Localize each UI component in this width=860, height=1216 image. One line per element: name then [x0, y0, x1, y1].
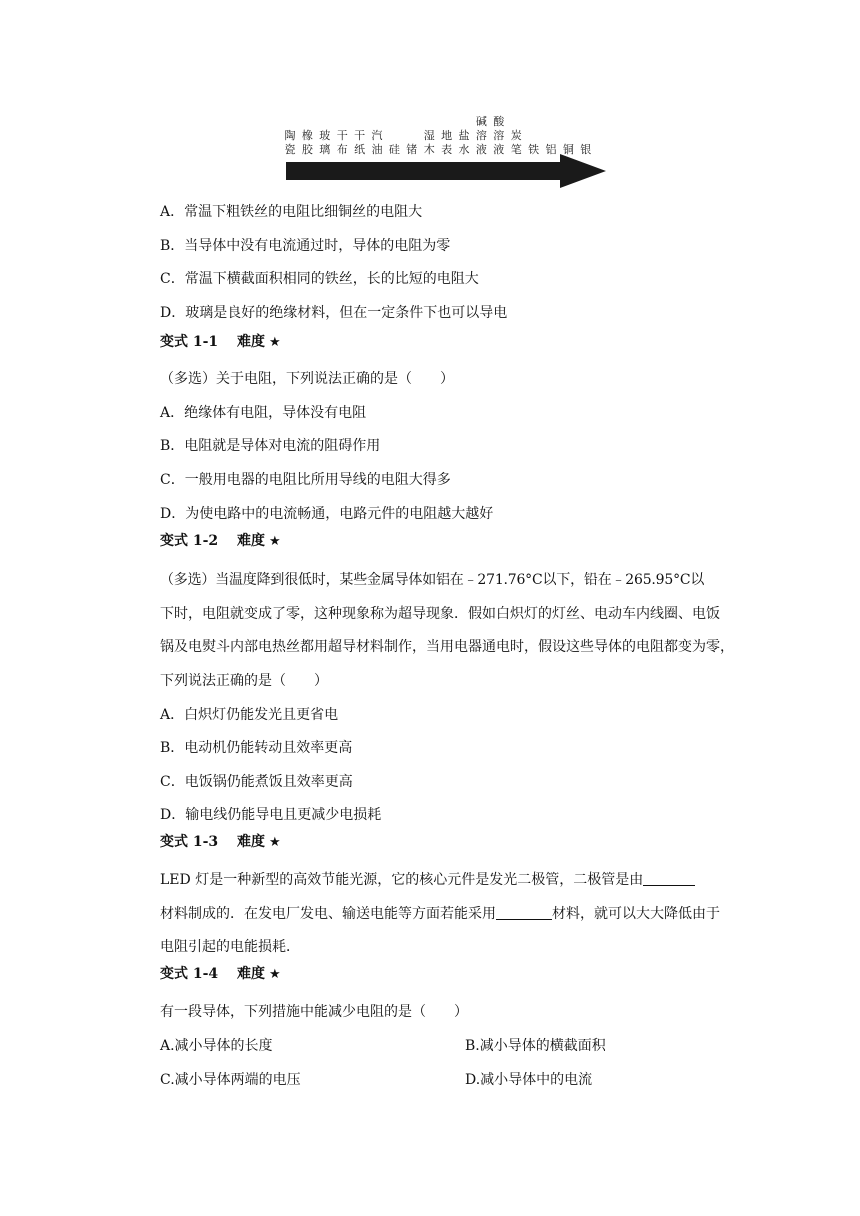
star-icon: ★	[269, 534, 281, 549]
v1-option-c: C．一般用电器的电阻比所用导线的电阻大得多	[160, 472, 451, 488]
v4-stem: 有一段导体，下列措施中能减少电阻的是（ ）	[160, 1004, 468, 1020]
star-icon: ★	[269, 835, 281, 850]
v3-heading-text: 变式 1-3 难度	[160, 834, 266, 850]
v2-stem-line4: 下列说法正确的是（ ）	[160, 673, 328, 689]
material-label-char: 溶	[493, 129, 505, 142]
q0-option-b: B．当导体中没有电流通过时，导体的电阻为零	[160, 238, 451, 254]
material-label-char: 木	[423, 143, 435, 156]
v4-option-c: C.减小导体两端的电压	[160, 1072, 301, 1088]
star-icon: ★	[269, 967, 281, 982]
material-label-char: 溶	[475, 129, 487, 142]
answer-blank-1[interactable]	[643, 871, 695, 886]
material-label-char: 水	[458, 143, 470, 156]
material-arrow-figure	[280, 108, 610, 192]
material-label-char: 铜	[562, 143, 574, 156]
v3-line3: 电阻引起的电能损耗．	[160, 939, 300, 955]
v4-option-a: A.减小导体的长度	[160, 1038, 273, 1054]
material-label-char: 地	[441, 129, 453, 142]
q0-option-c: C．常温下横截面积相同的铁丝，长的比短的电阻大	[160, 271, 479, 287]
material-label-char: 银	[580, 143, 592, 156]
v3-line2	[160, 904, 720, 924]
material-label-char: 布	[336, 143, 348, 156]
material-label-char: 干	[336, 129, 348, 142]
v4-heading	[160, 964, 281, 985]
v4-option-d: D.减小导体中的电流	[465, 1072, 593, 1088]
v1-heading	[160, 332, 281, 353]
v3-line1	[160, 870, 695, 890]
material-label-char: 硅	[388, 143, 400, 156]
v3-heading	[160, 832, 281, 853]
material-label-char: 炭	[510, 129, 522, 142]
material-label-char: 油	[371, 143, 383, 156]
material-label-char: 液	[475, 143, 487, 156]
v2-heading	[160, 531, 281, 552]
material-label-char: 铁	[528, 143, 540, 156]
material-label-char: 汽	[371, 129, 383, 142]
material-label-char: 酸	[493, 115, 505, 128]
material-label-char: 液	[493, 143, 505, 156]
material-label-char: 湿	[423, 129, 435, 142]
material-label-char: 橡	[301, 129, 313, 142]
v3-line2b-text: 材料，就可以大大降低由于	[552, 906, 720, 922]
v2-option-c: C．电饭锅仍能煮饭且效率更高	[160, 774, 353, 790]
v1-option-a: A．绝缘体有电阻，导体没有电阻	[160, 405, 367, 421]
v3-line2a-text: 材料制成的．在发电厂发电、输送电能等方面若能采用	[160, 906, 496, 922]
material-label-char: 瓷	[284, 143, 296, 156]
v2-stem-line2: 下时，电阻就变成了零，这种现象称为超导现象．假如白炽灯的灯丝、电动车内线圈、电饭	[160, 606, 720, 622]
v1-heading-text: 变式 1-1 难度	[160, 334, 266, 350]
v1-option-b: B．电阻就是导体对电流的阻碍作用	[160, 438, 381, 454]
v2-option-b: B．电动机仍能转动且效率更高	[160, 740, 353, 756]
material-label-char: 纸	[354, 143, 366, 156]
material-label-char: 玻	[319, 129, 331, 142]
material-label-char: 璃	[319, 143, 331, 156]
v1-stem: （多选）关于电阻，下列说法正确的是（ ）	[160, 371, 454, 387]
material-label-char: 胶	[301, 143, 313, 156]
material-label-char: 锗	[406, 143, 418, 156]
v2-stem-line1: （多选）当温度降到很低时，某些金属导体如铝在﹣271.76°C以下，铅在﹣265.95°C以	[160, 572, 705, 588]
material-label-char: 碱	[475, 115, 487, 128]
material-label-char: 干	[354, 129, 366, 142]
star-icon: ★	[269, 335, 281, 350]
v2-stem-line3: 锅及电熨斗内部电热丝都用超导材料制作，当用电器通电时，假设这些导体的电阻都变为零，	[160, 639, 734, 655]
material-label-char: 铝	[545, 143, 557, 156]
v4-option-b: B.减小导体的横截面积	[465, 1038, 606, 1054]
v4-heading-text: 变式 1-4 难度	[160, 966, 266, 982]
v2-option-d: D．输电线仍能导电且更减少电损耗	[160, 807, 382, 823]
answer-blank-2[interactable]	[496, 905, 552, 920]
material-label-char: 盐	[458, 129, 470, 142]
arrow-icon	[280, 108, 610, 192]
q0-option-a: A．常温下粗铁丝的电阻比细铜丝的电阻大	[160, 204, 423, 220]
v3-line1-text: LED 灯是一种新型的高效节能光源，它的核心元件是发光二极管，二极管是由	[160, 872, 644, 888]
v2-option-a: A．白炽灯仍能发光且更省电	[160, 707, 339, 723]
material-label-char: 表	[441, 143, 453, 156]
material-label-char: 陶	[284, 129, 296, 142]
material-label-char: 笔	[510, 143, 522, 156]
v1-option-d: D．为使电路中的电流畅通，电路元件的电阻越大越好	[160, 506, 494, 522]
q0-option-d: D．玻璃是良好的绝缘材料，但在一定条件下也可以导电	[160, 305, 508, 321]
v2-heading-text: 变式 1-2 难度	[160, 533, 266, 549]
